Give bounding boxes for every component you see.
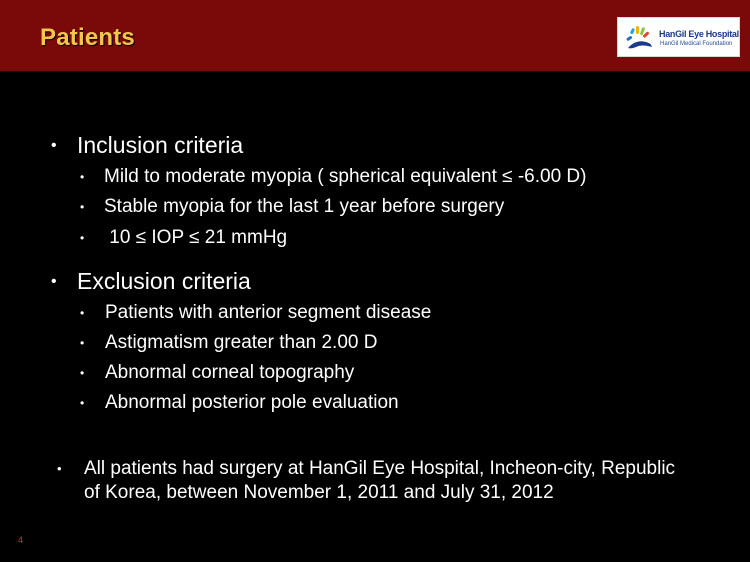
bullet-icon: • xyxy=(80,231,85,245)
exclusion-item: Abnormal corneal topography xyxy=(105,362,355,383)
inclusion-item: 10 ≤ IOP ≤ 21 mmHg xyxy=(104,227,288,248)
logo-foundation-name: HanGil Medical Foundation xyxy=(660,41,733,47)
slide-title: Patients xyxy=(40,24,135,51)
bullet-icon: • xyxy=(57,461,62,476)
bullet-icon: • xyxy=(80,366,85,380)
bullet-icon: • xyxy=(80,336,85,350)
exclusion-heading: Exclusion criteria xyxy=(77,268,251,294)
exclusion-item: Astigmatism greater than 2.00 D xyxy=(105,332,378,353)
bullet-icon: • xyxy=(80,170,85,184)
logo-hospital-name: HanGil Eye Hospital xyxy=(659,29,739,39)
inclusion-item: Mild to moderate myopia ( spherical equivalent ≤ -6.00 D) xyxy=(104,166,587,187)
bullet-icon: • xyxy=(80,396,85,410)
bullet-icon: • xyxy=(51,273,57,290)
exclusion-item: Patients with anterior segment disease xyxy=(105,302,432,323)
page-number: 4 xyxy=(18,535,24,545)
bullet-icon: • xyxy=(80,200,85,214)
exclusion-item: Abnormal posterior pole evaluation xyxy=(105,392,399,413)
study-note: All patients had surgery at HanGil Eye Hospital, Incheon-city, Republic of Korea, between November 1, 2011 and July 31, 2012 xyxy=(84,458,676,503)
inclusion-heading: Inclusion criteria xyxy=(77,132,244,158)
bullet-icon: • xyxy=(80,306,85,320)
bullet-icon: • xyxy=(51,137,57,154)
inclusion-item: Stable myopia for the last 1 year before surgery xyxy=(104,196,505,217)
